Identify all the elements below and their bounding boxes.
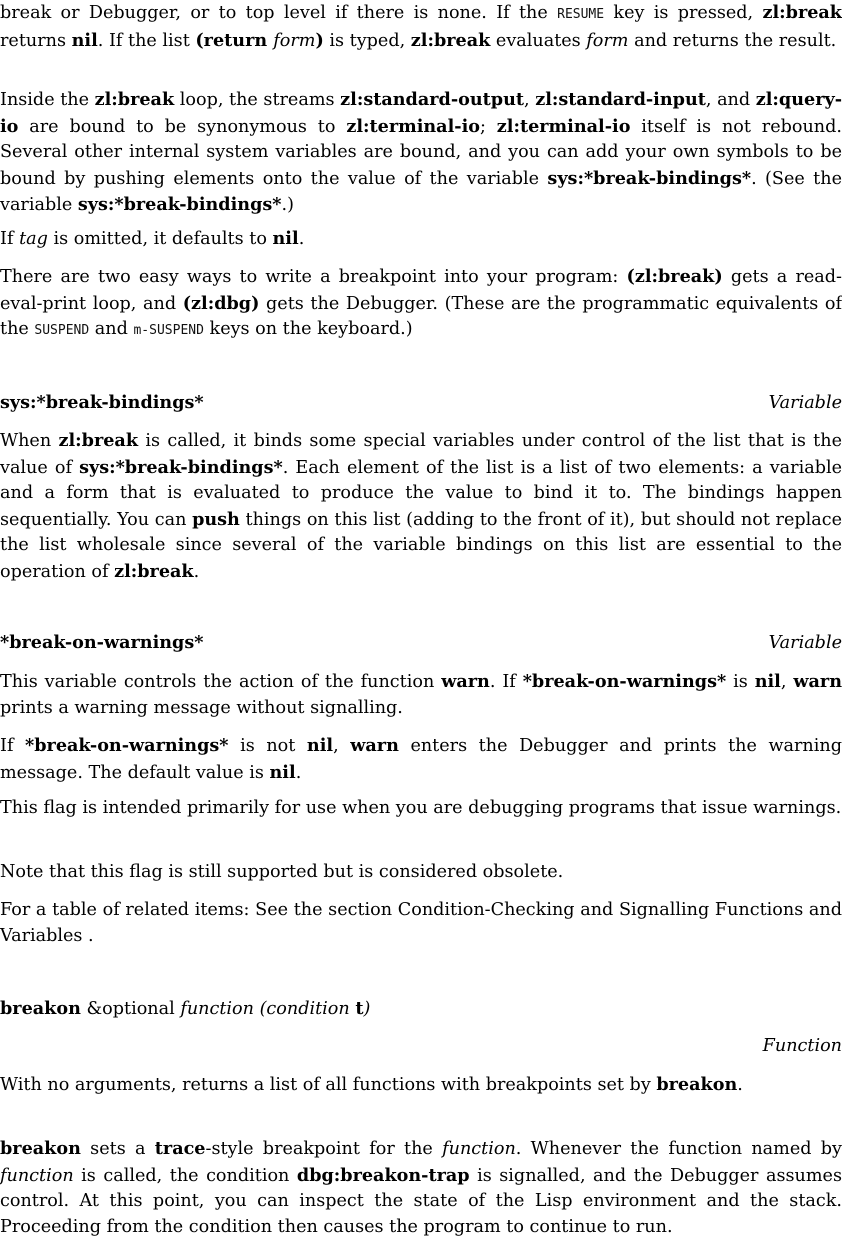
suspend-key: SUSPEND	[34, 323, 90, 339]
m-suspend-key: m-SUSPEND	[133, 323, 204, 339]
paragraph-break-loop-streams: Inside the zl:break loop, the streams zl:standard-output, zl:standard-input, and zl:query-io are bound to be synonymous to zl:terminal-io; zl:terminal-io itself is not rebound. Several other internal system variables are bound, and you can add your own symbols to be bound by pushing elements onto the value of the variable sys:*break-bindings*. (See the variable sys:*break-bindings*.)	[0, 89, 842, 216]
entry-name: *break-on-warnings*	[0, 632, 204, 653]
entry-name: breakon	[0, 998, 81, 1019]
paragraph-break-return: break or Debugger, or to top level if there is none. If the RESUME key is pressed, zl:break returns nil. If the list (return form) is typed, zl:break evaluates form and returns the result.	[0, 2, 842, 51]
paragraph-warn-action: This variable controls the action of the function warn. If *break-on-warnings* is nil, warn prints a warning message without signalling.	[0, 671, 842, 718]
paragraph-breakpoint-ways: There are two easy ways to write a breakpoint into your program: (zl:break) gets a read-eval-print loop, and (zl:dbg) gets the Debugger. (These are the programmatic equivalents of the SUSPEND and m-SUSPEND keys on the keyboard.)	[0, 266, 842, 340]
paragraph-flag-obsolete: Note that this flag is still supported but is considered obsolete.	[0, 862, 564, 882]
entry-name: sys:*break-bindings*	[0, 392, 204, 413]
paragraph-break-bindings-desc: When zl:break is called, it binds some special variables under control of the list that is the value of sys:*break-bindings*. Each element of the list is a list of two elements: a variable and a form that is evaluated to produce the value to bind it to. The bindings happen sequentially. You can push things on this list (adding to the front of it), but should not replace the list wholesale since several of the variable bindings on this list are essential to the operation of zl:break.	[0, 430, 842, 582]
entry-category: Variable	[768, 393, 842, 413]
paragraph-flag-purpose: This flag is intended primarily for use when you are debugging programs that issue warnings.	[0, 798, 842, 818]
paragraph-warn-not-nil: If *break-on-warnings* is not nil, warn enters the Debugger and prints the warning message. The default value is nil.	[0, 735, 842, 783]
paragraph-breakon-no-args: With no arguments, returns a list of all functions with breakpoints set by breakon.	[0, 1074, 743, 1095]
entry-header-break-on-warnings	[0, 630, 842, 657]
paragraph-tag-default: If tag is omitted, it defaults to nil.	[0, 228, 305, 249]
entry-header-break-bindings	[0, 390, 842, 417]
entry-signature-breakon: breakon &optional function (condition t)	[0, 998, 371, 1019]
paragraph-related-items: For a table of related items: See the section Condition-Checking and Signalling Functions and Variables .	[0, 900, 842, 946]
entry-category: Variable	[768, 633, 842, 653]
resume-key: RESUME	[557, 7, 605, 22]
entry-category: Function	[762, 1036, 842, 1056]
paragraph-breakon-desc: breakon sets a trace-style breakpoint for the function. Whenever the function named by function is called, the condition dbg:breakon-trap is signalled, and the Debugger assumes control. At this point, you can inspect the state of the Lisp environment and the stack. Proceeding from the condition then causes the program to continue to run.	[0, 1138, 842, 1237]
